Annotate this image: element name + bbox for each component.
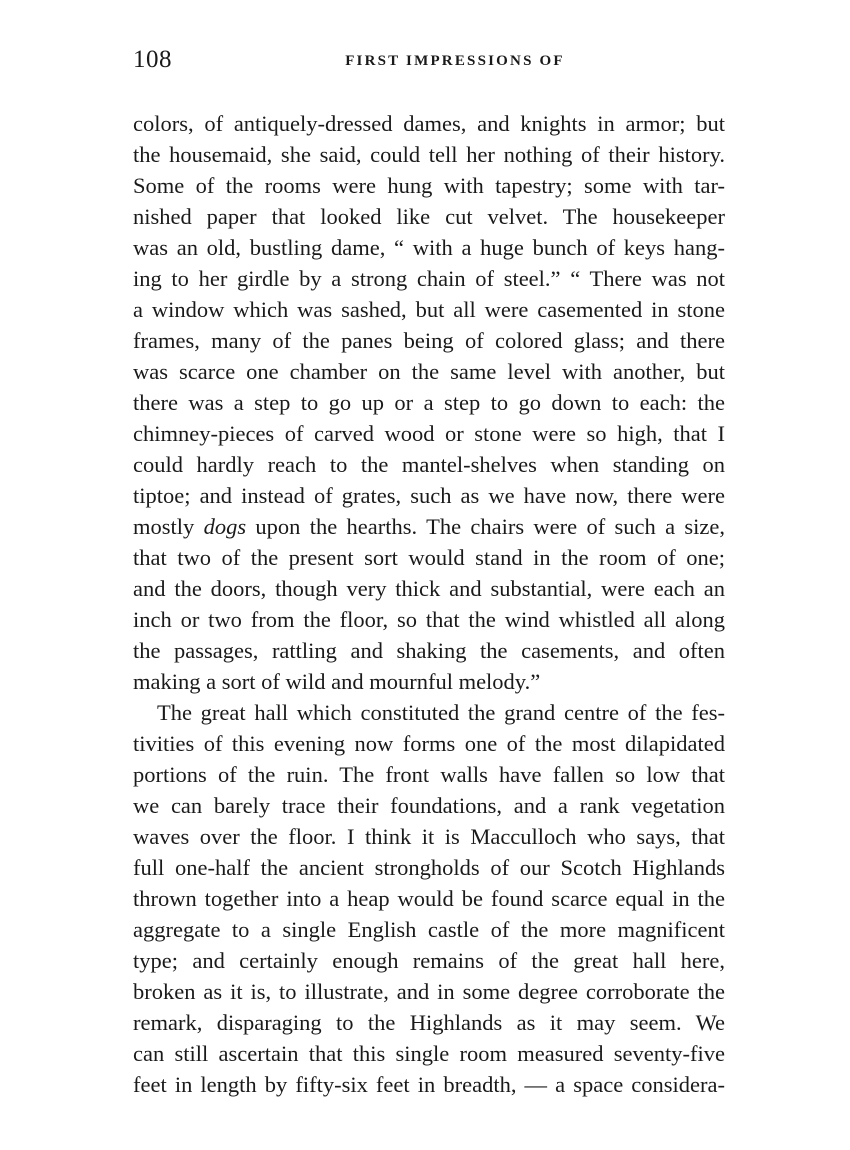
text-line: aggregate to a single English castle of the more magnificent xyxy=(133,917,725,942)
text-line-dogs xyxy=(133,511,725,542)
text-segment: upon the hearths. The chairs were of such a size, xyxy=(246,514,725,539)
text-line: portions of the ruin. The front walls have fallen so low that xyxy=(133,762,725,787)
text-line: frames, many of the panes being of colored glass; and there xyxy=(133,328,725,353)
text-line: a window which was sashed, but all were casemented in stone xyxy=(133,297,725,322)
text-line: inch or two from the floor, so that the wind whistled all along xyxy=(133,607,725,632)
text-line: full one-half the ancient strongholds of our Scotch Highlands xyxy=(133,855,725,880)
text-line: waves over the floor. I think it is Macculloch who says, that xyxy=(133,824,725,849)
text-line: was an old, bustling dame, “ with a huge bunch of keys hang- xyxy=(133,235,725,260)
text-line: broken as it is, to illustrate, and in some degree corroborate the xyxy=(133,979,725,1004)
text-line: ing to her girdle by a strong chain of steel.” “ There was not xyxy=(133,266,725,291)
running-head xyxy=(133,46,725,76)
text-line: type; and certainly enough remains of the great hall here, xyxy=(133,948,725,973)
text-line: the housemaid, she said, could tell her nothing of their history. xyxy=(133,142,725,167)
text-line: there was a step to go up or a step to go down to each: the xyxy=(133,390,725,415)
page-number: 108 xyxy=(133,46,172,73)
text-line: tivities of this evening now forms one of the most dilapidated xyxy=(133,731,725,756)
text-line: feet in length by fifty-six feet in breadth, — a space considera- xyxy=(133,1072,725,1097)
text-line: the passages, rattling and shaking the casements, and often xyxy=(133,638,725,663)
text-line: nished paper that looked like cut velvet. The housekeeper xyxy=(133,204,725,229)
italic-word: dogs xyxy=(203,514,247,539)
text-line: tiptoe; and instead of grates, such as we have now, there were xyxy=(133,483,725,508)
paragraph-1 xyxy=(133,108,725,697)
text-line: The great hall which constituted the grand centre of the fes- xyxy=(157,700,725,725)
text-line: we can barely trace their foundations, and a rank vegetation xyxy=(133,793,725,818)
text-line: thrown together into a heap would be found scarce equal in the xyxy=(133,886,725,911)
paragraph-2 xyxy=(133,697,725,1100)
text-line: remark, disparaging to the Highlands as it may seem. We xyxy=(133,1010,725,1035)
text-line: Some of the rooms were hung with tapestry; some with tar- xyxy=(133,173,725,198)
text-line: chimney-pieces of carved wood or stone were so high, that I xyxy=(133,421,725,446)
text-line: could hardly reach to the mantel-shelves when standing on xyxy=(133,452,725,477)
text-line: was scarce one chamber on the same level with another, but xyxy=(133,359,725,384)
text-line: making a sort of wild and mournful melody.” xyxy=(133,669,541,694)
text-line: colors, of antiquely-dressed dames, and knights in armor; but xyxy=(133,111,725,136)
text-line: can still ascertain that this single room measured seventy-five xyxy=(133,1041,725,1066)
text-segment: mostly xyxy=(133,514,204,539)
running-title: FIRST IMPRESSIONS OF xyxy=(345,53,565,69)
body-text xyxy=(133,108,725,1100)
text-line: and the doors, though very thick and substantial, were each an xyxy=(133,576,725,601)
text-line: that two of the present sort would stand in the room of one; xyxy=(133,545,725,570)
